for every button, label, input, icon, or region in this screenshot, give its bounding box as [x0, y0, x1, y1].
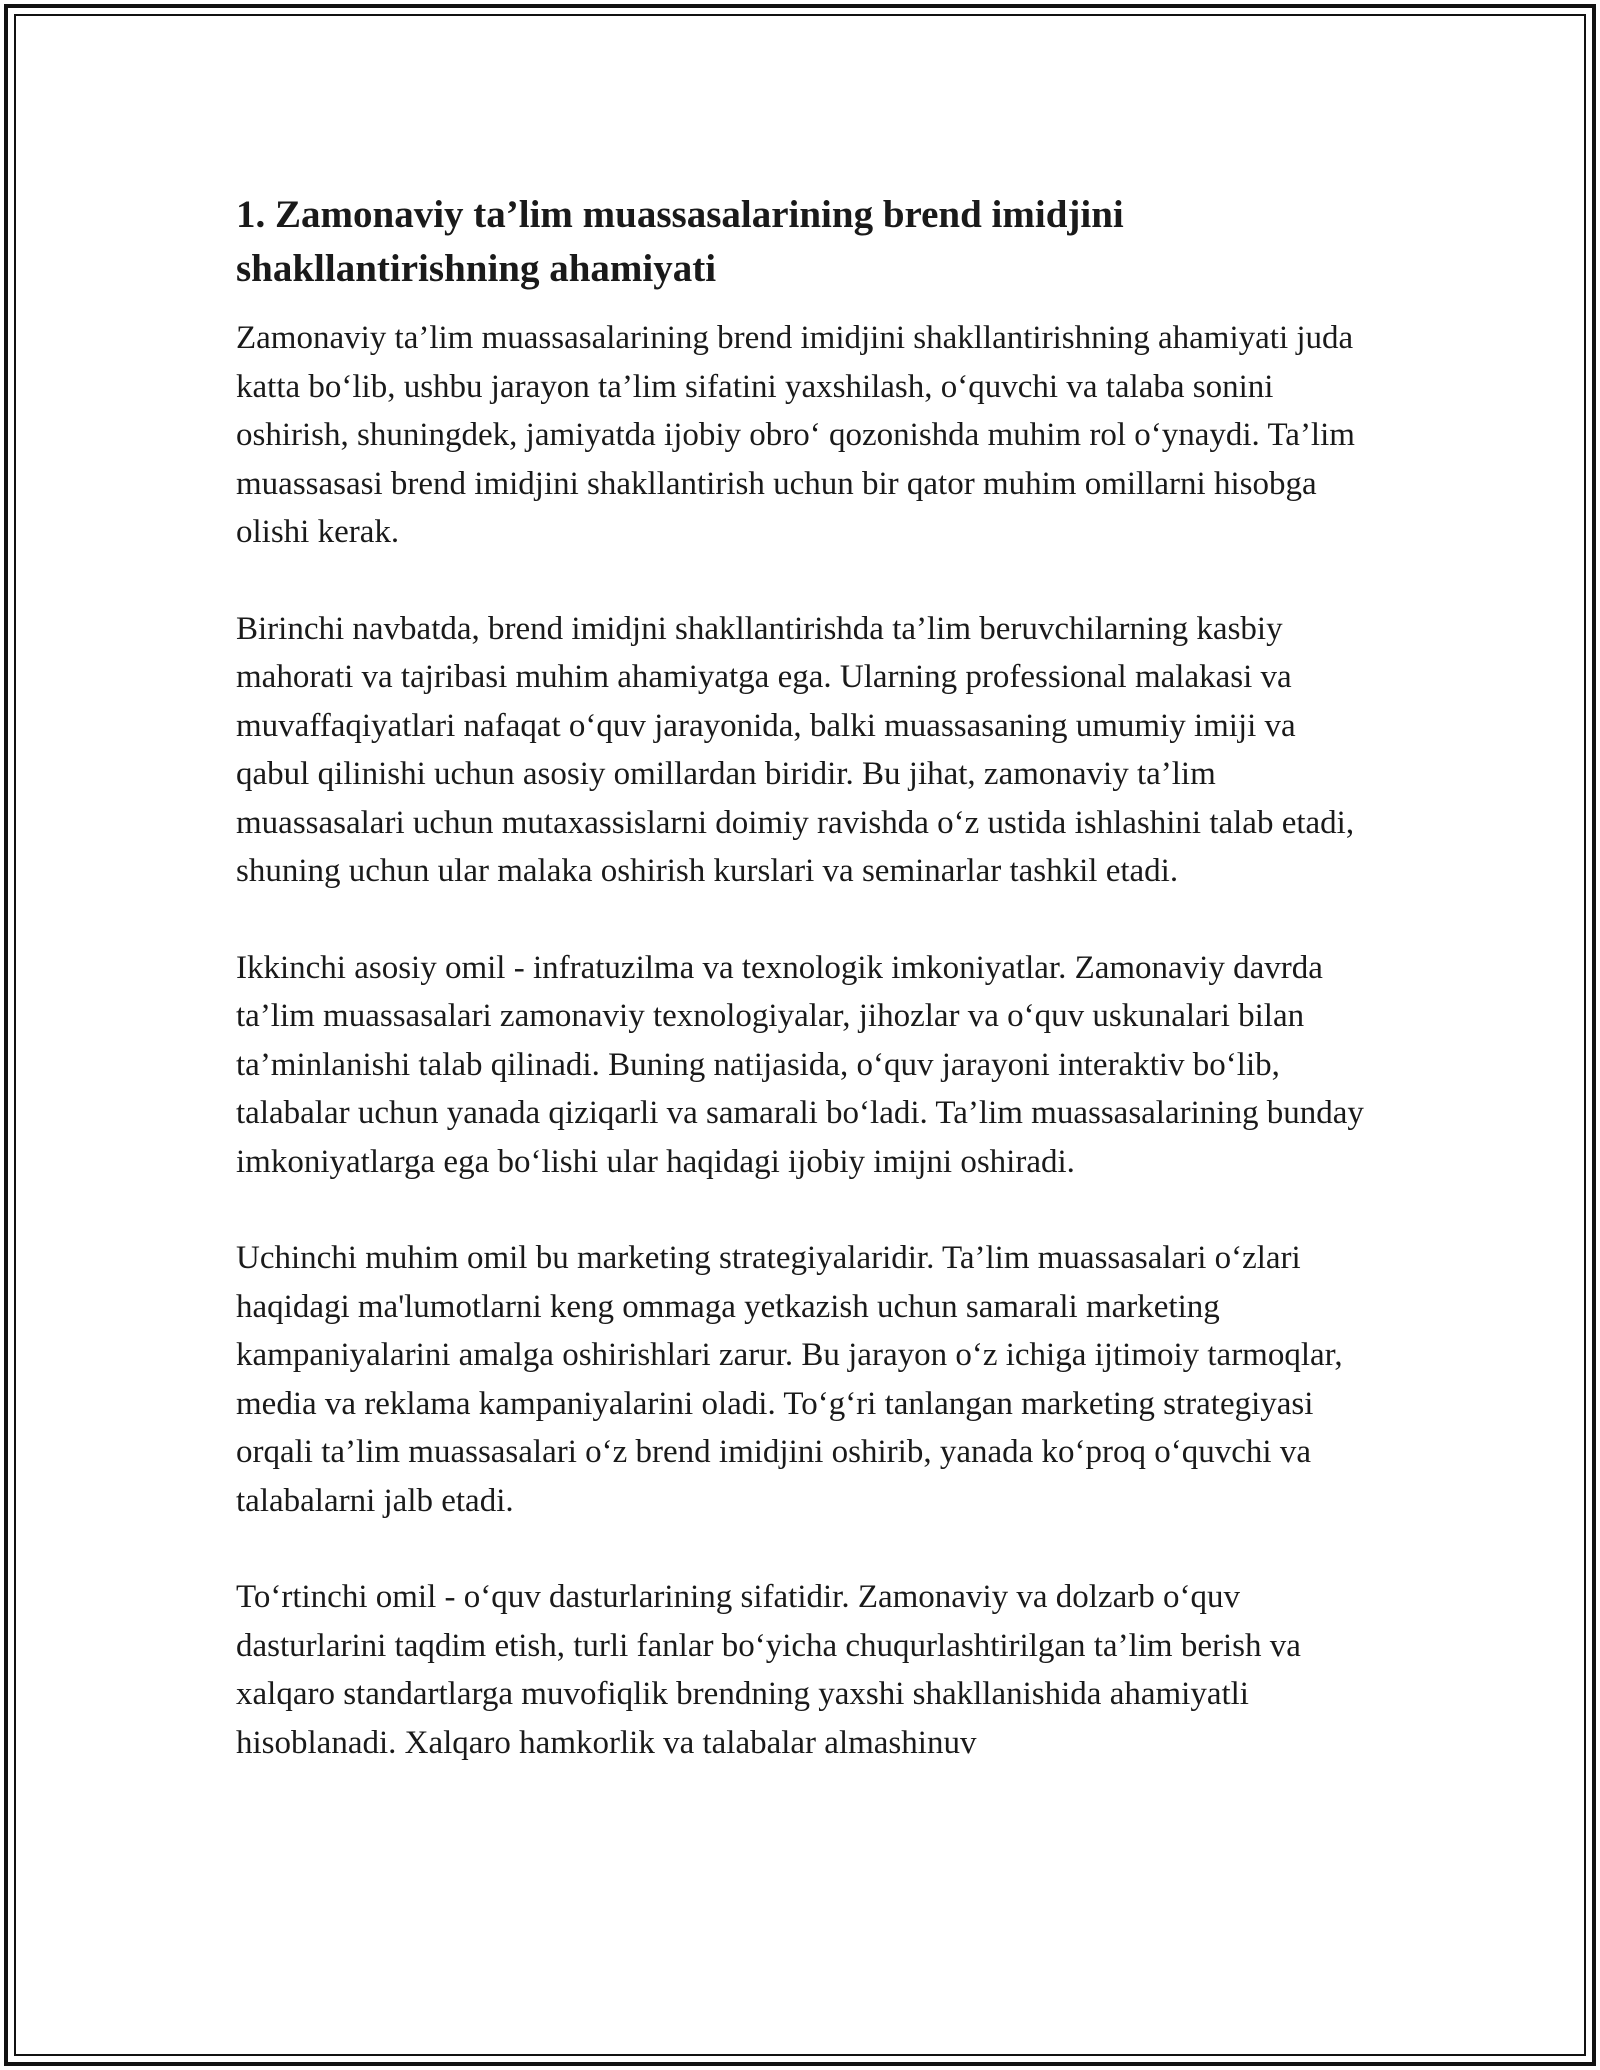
paragraph-3: Ikkinchi asosiy omil - infratuzilma va texnologik imkoniyatlar. Zamonaviy davrda ta’lim muassasalari zamonaviy texnologiyalar, jihozlar va o‘quv uskunalari bilan ta’minlanishi talab qilinadi. Buning natijasida, o‘quv jarayoni interaktiv bo‘lib, talabalar uchun yanada qiziqarli va samarali bo‘ladi. Ta’lim muassasalarining bunday imkoniyatlarga ega bo‘lishi ular haqidagi ijobiy imijni oshiradi.	[236, 949, 1364, 1180]
paragraph-4: Uchinchi muhim omil bu marketing strategiyalaridir. Ta’lim muassasalari o‘zlari haqidagi ma'lumotlarni keng ommaga yetkazish uchun samarali marketing kampaniyalarini amalga oshirishlari zarur. Bu jarayon o‘z ichiga ijtimoiy tarmoqlar, media va reklama kampaniyalarini oladi. To‘g‘ri tanlangan marketing strategiyasi orqali ta’lim muassasalari o‘z brend imidjini oshirib, yanada ko‘proq o‘quvchi va talabalarni jalb etadi.	[236, 1240, 1343, 1519]
paragraph-1: Zamonaviy ta’lim muassasalarining brend imidjini shakllantirishning ahamiyati juda katta bo‘lib, ushbu jarayon ta’lim sifatini yaxshilash, o‘quvchi va talaba sonini oshirish, shuningdek, jamiyatda ijobiy obro‘ qozonishda muhim rol o‘ynaydi. Ta’lim muassasasi brend imidjini shakllantirish uchun bir qator muhim omillarni hisobga olishi kerak.	[236, 320, 1355, 550]
document-body	[236, 188, 1366, 1815]
paragraph-5: To‘rtinchi omil - o‘quv dasturlarining sifatidir. Zamonaviy va dolzarb o‘quv dasturlarini taqdim etish, turli fanlar bo‘yicha chuqurlashtirilgan ta’lim berish va xalqaro standartlarga muvofiqlik brendning yaxshi shakllanishida ahamiyatli hisoblanadi. Xalqaro hamkorlik va talabalar almashinuv	[236, 1579, 1301, 1761]
section-heading: 1. Zamonaviy ta’lim muassasalarining brend imidjini shakllantirishning ahamiyati	[236, 193, 1124, 290]
paragraph-2: Birinchi navbatda, brend imidjni shakllantirishda ta’lim beruvchilarning kasbiy mahorati va tajribasi muhim ahamiyatga ega. Ularning professional malakasi va muvaffaqiyatlari nafaqat o‘quv jarayonida, balki muassasaning umumiy imiji va qabul qilinishi uchun asosiy omillardan biridir. Bu jihat, zamonaviy ta’lim muassasalari uchun mutaxassislarni doimiy ravishda o‘z ustida ishlashini talab etadi, shuning uchun ular malaka oshirish kurslari va seminarlar tashkil etadi.	[236, 610, 1355, 889]
